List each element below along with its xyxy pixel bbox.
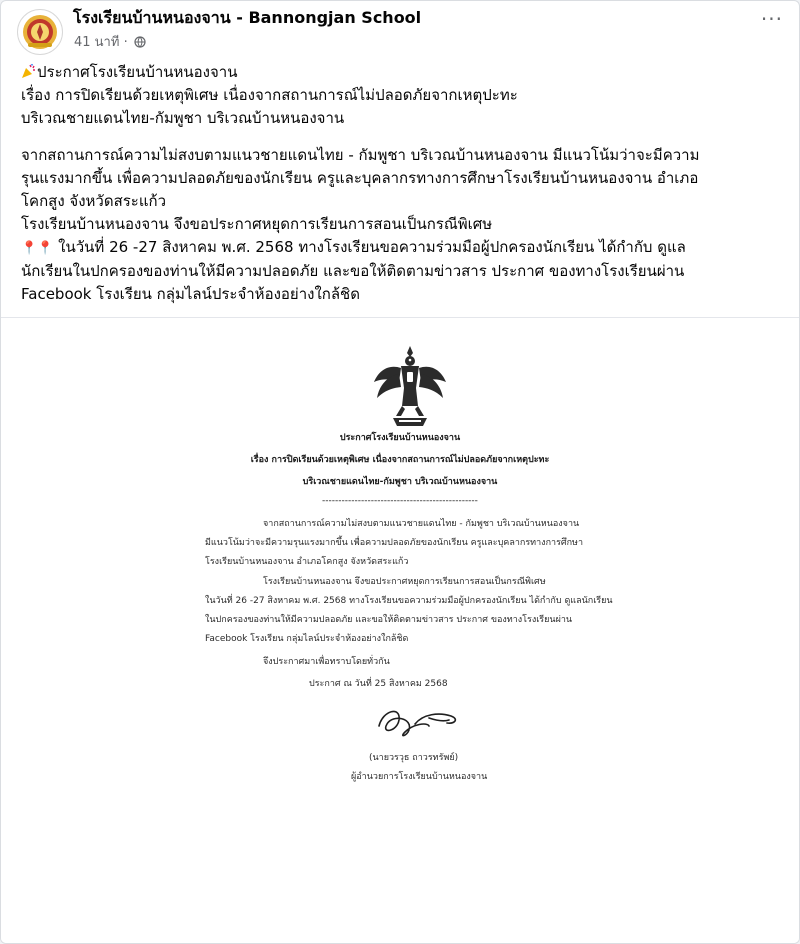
post-line-2: เรื่อง การปิดเรียนด้วยเหตุพิเศษ เนื่องจากสถานการณ์ไม่ปลอดภัยจากเหตุปะทะ — [21, 86, 518, 104]
signer-title: ผู้อำนวยการโรงเรียนบ้านหนองจาน — [351, 772, 488, 782]
notice-body-line: โรงเรียนบ้านหนองจาน จึงขอประกาศหยุดการเรียนการสอนเป็นกรณีพิเศษ — [263, 577, 546, 587]
principal-signature — [369, 696, 489, 746]
post-line-9: นักเรียนในปกครองของท่านให้มีความปลอดภัย และขอให้ติดตามข่าวสาร ประกาศ ของทางโรงเรียนผ่าน — [21, 262, 685, 280]
post-text — [21, 61, 775, 306]
meta-separator: · — [123, 35, 128, 50]
paragraph-gap — [21, 130, 775, 144]
post-time[interactable]: 41 นาที — [74, 35, 120, 50]
notice-date: ประกาศ ณ วันที่ 25 สิงหาคม 2568 — [309, 679, 448, 689]
post-line-3: บริเวณชายแดนไทย-กัมพูชา บริเวณบ้านหนองจาน — [21, 109, 345, 127]
notice-separator: ------------------------------------------------ — [322, 496, 478, 506]
post-line-1: ประกาศโรงเรียนบ้านหนองจาน — [21, 61, 775, 84]
pin-icon: 📍 — [37, 241, 54, 256]
notice-subject-cont: บริเวณชายแดนไทย-กัมพูชา บริเวณบ้านหนองจาน — [302, 477, 498, 487]
notice-body-line: จากสถานการณ์ความไม่สงบตามแนวชายแดนไทย - กัมพูชา บริเวณบ้านหนองจาน — [263, 519, 580, 529]
more-options-button[interactable]: ··· — [760, 7, 783, 31]
garuda-emblem-icon — [371, 344, 449, 428]
notice-body-line: มีแนวโน้มว่าจะมีความรุนแรงมากขึ้น เพื่อความปลอดภัยของนักเรียน ครูและบุคลากรทางการศึกษา — [205, 538, 584, 548]
notice-body-line: ในวันที่ 26 -27 สิงหาคม พ.ศ. 2568 ทางโรงเรียนขอความร่วมมือผู้ปกครองนักเรียน ได้กำกับ ดูแลนักเรียน — [205, 596, 613, 606]
signer-name: (นายวรวุธ ถาวรทรัพย์) — [369, 753, 459, 763]
post-meta — [74, 31, 146, 52]
post-line-7: โรงเรียนบ้านหนองจาน จึงขอประกาศหยุดการเรียนการสอนเป็นกรณีพิเศษ — [21, 215, 493, 233]
notice-body-line: ในปกครองของท่านให้มีความปลอดภัย และขอให้ติดตามข่าวสาร ประกาศ ของทางโรงเรียนผ่าน — [205, 615, 573, 625]
school-emblem-icon — [18, 10, 62, 54]
notice-closing: จึงประกาศมาเพื่อทราบโดยทั่วกัน — [263, 657, 390, 667]
post-header — [17, 9, 783, 57]
globe-icon[interactable] — [134, 36, 146, 48]
notice-body-line: โรงเรียนบ้านหนองจาน อำเภอโคกสูง จังหวัดสระแก้ว — [205, 557, 409, 567]
notice-image[interactable] — [1, 318, 799, 943]
notice-title: ประกาศโรงเรียนบ้านหนองจาน — [339, 433, 461, 443]
page-name-link[interactable]: โรงเรียนบ้านหนองจาน - Bannongjan School — [73, 8, 422, 27]
pin-icon: 📍 — [21, 241, 38, 256]
notice-body-line: Facebook โรงเรียน กลุ่มไลน์ประจำห้องอย่างใกล้ชิด — [205, 634, 409, 644]
notice-subject: เรื่อง การปิดเรียนด้วยเหตุพิเศษ เนื่องจากสถานการณ์ไม่ปลอดภัยจากเหตุปะทะ — [250, 455, 550, 465]
party-popper-icon — [21, 63, 37, 79]
post-line-4: จากสถานการณ์ความไม่สงบตามแนวชายแดนไทย - กัมพูชา บริเวณบ้านหนองจาน มีแนวโน้มว่าจะมีความ — [21, 146, 700, 164]
post-line-5: รุนแรงมากขึ้น เพื่อความปลอดภัยของนักเรียน ครูและบุคลากรทางการศึกษาโรงเรียนบ้านหนองจาน อำเภอ — [21, 169, 699, 187]
school-logo-avatar[interactable] — [17, 9, 63, 55]
post-line-8: 📍📍 ในวันที่ 26 -27 สิงหาคม พ.ศ. 2568 ทางโรงเรียนขอความร่วมมือผู้ปกครองนักเรียน ได้กำกับ ดูแล — [21, 238, 686, 256]
post-line-10: Facebook โรงเรียน กลุ่มไลน์ประจำห้องอย่างใกล้ชิด — [21, 285, 360, 303]
post-line-6: โคกสูง จังหวัดสระแก้ว — [21, 192, 167, 210]
